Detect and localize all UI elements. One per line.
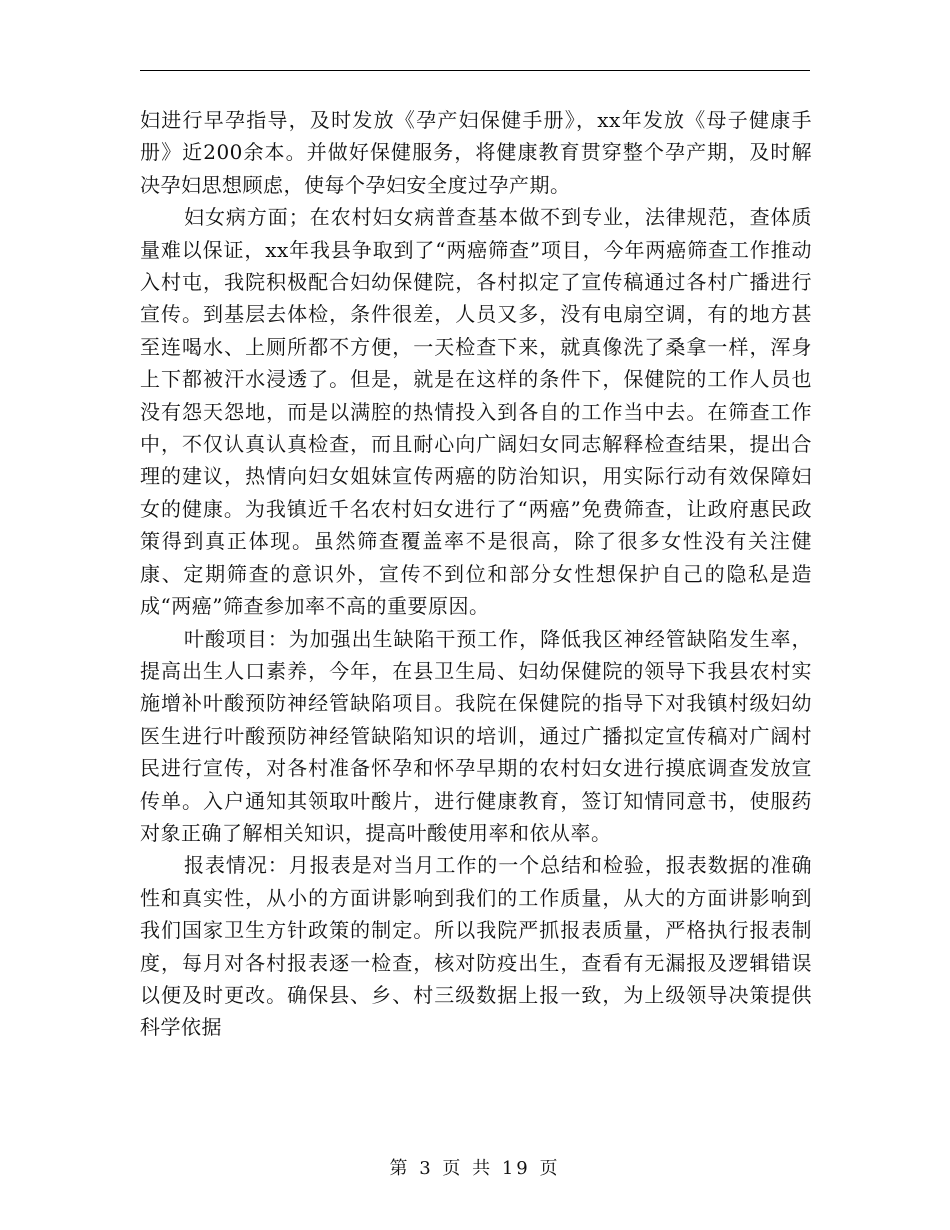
document-body	[140, 104, 812, 1044]
paragraph-report-status: 报表情况：月报表是对当月工作的一个总结和检验，报表数据的准确性和真实性，从小的方面讲影响到我们的工作质量，从大的方面讲影响到我们国家卫生方针政策的制定。所以我院严抓报表质量，严格执行报表制度，每月对各村报表逐一检查，核对防疫出生，查看有无漏报及逻辑错误以便及时更改。确保县、乡、村三级数据上报一致，为上级领导决策提供科学依据	[140, 853, 812, 1040]
paragraph-prenatal-care: 妇进行早孕指导，及时发放《孕产妇保健手册》，xx年发放《母子健康手册》近200余本。并做好保健服务，将健康教育贯穿整个孕产期，及时解决孕妇思想顾虑，使每个孕妇安全度过孕产期。	[140, 108, 812, 197]
paragraph-gynecological-disease: 妇女病方面；在农村妇女病普查基本做不到专业，法律规范，查体质量难以保证，xx年我县争取到了“两癌筛查”项目，今年两癌筛查工作推动入村屯，我院积极配合妇幼保健院，各村拟定了宣传稿通过各村广播进行宣传。到基层去体检，条件很差，人员又多，没有电扇空调，有的地方甚至连喝水、上厕所都不方便，一天检查下来，就真像洗了桑拿一样，浑身上下都被汗水浸透了。但是，就是在这样的条件下，保健院的工作人员也没有怨天怨地，而是以满腔的热情投入到各自的工作当中去。在筛查工作中，不仅认真认真检查，而且耐心向广阔妇女同志解释检查结果，提出合理的建议，热情向妇女姐妹宣传两癌的防治知识，用实际行动有效保障妇女的健康。为我镇近千名农村妇女进行了“两癌”免费筛查，让政府惠民政策得到真正体现。虽然筛查覆盖率不是很高，除了很多女性没有关注健康、定期筛查的意识外，宣传不到位和部分女性想保护自己的隐私是造成“两癌”筛查参加率不高的重要原因。	[140, 205, 812, 619]
page-number-footer: 第 3 页 共 19 页	[389, 1158, 561, 1179]
paragraph-folic-acid-project: 叶酸项目：为加强出生缺陷干预工作，降低我区神经管缺陷发生率，提高出生人口素养，今年，在县卫生局、妇幼保健院的领导下我县农村实施增补叶酸预防神经管缺陷项目。我院在保健院的指导下对我镇村级妇幼医生进行叶酸预防神经管缺陷知识的培训，通过广播拟定宣传稿对广阔村民进行宣传，对各村准备怀孕和怀孕早期的农村妇女进行摸底调查发放宣传单。入户通知其领取叶酸片，进行健康教育，签订知情同意书，使服药对象正确了解相关知识，提高叶酸使用率和依从率。	[140, 626, 812, 845]
header-rule	[140, 70, 810, 71]
